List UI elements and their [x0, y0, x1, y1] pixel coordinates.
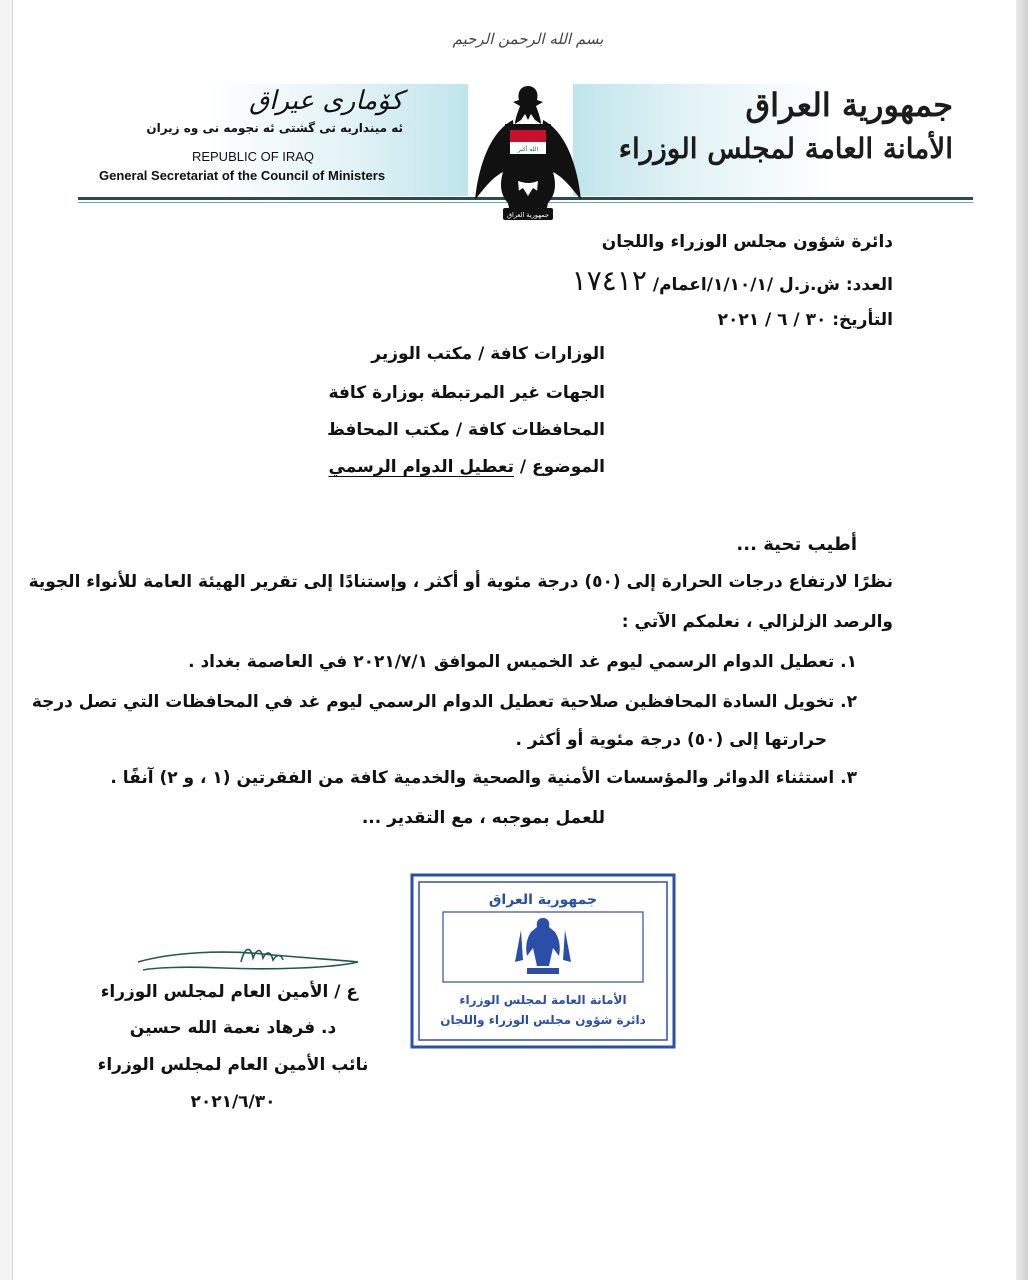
addressee-line: المحافظات كافة / مكتب المحافظ [327, 420, 605, 440]
numbered-item-1: ١. تعطيل الدوام الرسمي ليوم غد الخميس الموافق ٢٠٢١/٧/١ في العاصمة بغداد . [188, 652, 857, 672]
official-stamp [409, 872, 677, 1050]
body-paragraph-line: والرصد الزلزالي ، نعلمكم الآتي : [621, 612, 893, 632]
emblem-scroll-text: جمهورية العراق [507, 211, 549, 219]
reference-line [572, 264, 893, 297]
addressee-line: الجهات غير المرتبطة بوزارة كافة [328, 383, 605, 403]
closing-line: للعمل بموجبه ، مع التقدير ... [361, 808, 605, 828]
date-line: التأريخ: ٣٠ / ٦ / ٢٠٢١ [717, 310, 893, 330]
signatory-name: د. فرهاد نعمة الله حسين [129, 1018, 337, 1038]
arabic-letterhead-subtitle: الأمانة العامة لمجلس الوزراء [618, 132, 953, 165]
flag-red-band [510, 130, 546, 142]
signatory-position: نائب الأمين العام لمجلس الوزراء [97, 1055, 369, 1075]
handwritten-signature [133, 940, 363, 976]
numbered-item-2: ٢. تخويل السادة المحافظين صلاحية تعطيل الدوام الرسمي ليوم غد في المحافظات التي تصل درجة [31, 692, 857, 712]
stamp-line-2: دائرة شؤون مجلس الوزراء واللجان [440, 1013, 646, 1027]
subject-label: الموضوع / [513, 457, 605, 477]
english-republic-title: REPUBLIC OF IRAQ [191, 149, 315, 164]
subject-text: تعطيل الدوام الرسمي [328, 457, 514, 477]
iraq-eagle-emblem-icon [473, 80, 583, 230]
numbered-item-2-continuation: حرارتها إلى (٥٠) درجة مئوية أو أكثر . [515, 730, 827, 750]
kurdish-subtitle: ئه مینداریه تی گشتی ئه نجومه نی وه زیران [146, 121, 403, 135]
stamp-top-text: جمهورية العراق [488, 892, 598, 908]
signatory-title: ع / الأمين العام لمجلس الوزراء [100, 982, 358, 1002]
greeting: أطيب تحية ... [736, 534, 857, 555]
body-paragraph-line: نظرًا لارتفاع درجات الحرارة إلى (٥٠) درجة مئوية أو أكثر ، وإستنادًا إلى تقرير الهيئة العامة للأنواء الجوية [28, 572, 893, 592]
document-page [12, 0, 1018, 1280]
flag-inscription: الله أكبر [517, 146, 539, 153]
reference-label: العدد: ش.ز.ل /١/١٠/١/اعمام/ [652, 275, 893, 295]
department-line: دائرة شؤون مجلس الوزراء واللجان [601, 232, 893, 252]
subject-line [329, 457, 606, 477]
numbered-item-3: ٣. استثناء الدوائر والمؤسسات الأمنية والصحية والخدمية كافة من الفقرتين (١ ، و ٢) آنفًا . [110, 768, 857, 788]
page-edge-shadow [1016, 0, 1028, 1280]
arabic-letterhead-title: جمهورية العراق [745, 86, 953, 124]
reference-number-handwritten: ١٧٤١٢ [571, 264, 647, 297]
english-secretariat-title: General Secretariat of the Council of Ministers [99, 168, 386, 183]
signatory-date: ٢٠٢١/٦/٣٠ [190, 1092, 276, 1112]
kurdish-title: كۆماری عیراق [249, 86, 403, 116]
stamp-line-1: الأمانة العامة لمجلس الوزراء [459, 993, 627, 1007]
basmala-text: بسم الله الرحمن الرحيم [452, 30, 604, 48]
stamp-eagle-icon [515, 918, 571, 974]
addressee-line: الوزارات كافة / مكتب الوزير [371, 344, 605, 364]
